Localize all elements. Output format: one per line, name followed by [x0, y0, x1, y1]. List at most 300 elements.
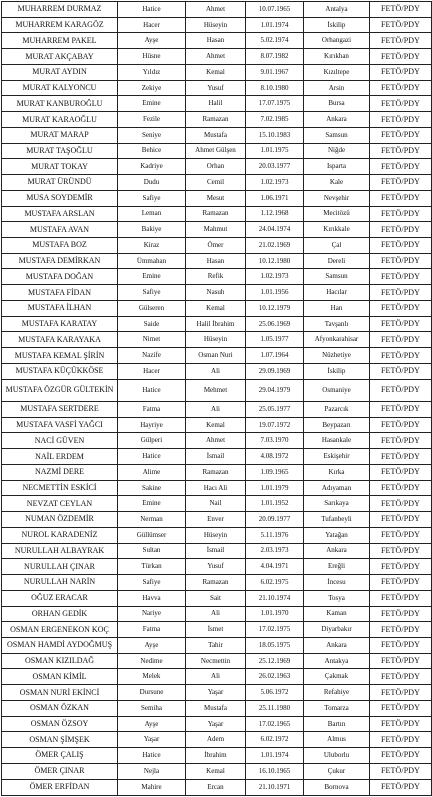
- birth-date-cell: 1.06.1971: [246, 190, 304, 206]
- father-name-cell: İbrahim: [186, 748, 246, 764]
- mother-name-cell: Nejla: [118, 763, 186, 779]
- mother-name-cell: Kadriye: [118, 159, 186, 175]
- father-name-cell: Cemil: [186, 175, 246, 191]
- mother-name-cell: Gülperi: [118, 433, 186, 449]
- organization-cell: FETÖ/PDY: [370, 33, 432, 49]
- table-row: [2, 527, 432, 543]
- person-name-cell: NEVZAT CEYLAN: [2, 496, 118, 512]
- person-name-cell: MURAT TAŞOĞLU: [2, 143, 118, 159]
- birth-date-cell: 25.05.1977: [246, 401, 304, 417]
- table-row: [2, 80, 432, 96]
- father-name-cell: Hacı Ali: [186, 480, 246, 496]
- birth-date-cell: 4.08.1972: [246, 449, 304, 465]
- organization-cell: FETÖ/PDY: [370, 433, 432, 449]
- father-name-cell: Halil: [186, 96, 246, 112]
- birth-place-cell: Samsun: [304, 269, 370, 285]
- mother-name-cell: Dursune: [118, 685, 186, 701]
- table-row: [2, 779, 432, 795]
- organization-cell: FETÖ/PDY: [370, 653, 432, 669]
- mother-name-cell: Hacer: [118, 17, 186, 33]
- birth-place-cell: Çal: [304, 238, 370, 254]
- birth-date-cell: 17.02.1965: [246, 716, 304, 732]
- birth-date-cell: 1.01.1974: [246, 17, 304, 33]
- father-name-cell: Halil İbrahim: [186, 316, 246, 332]
- mother-name-cell: Ümmahan: [118, 253, 186, 269]
- birth-place-cell: Bornova: [304, 779, 370, 795]
- organization-cell: FETÖ/PDY: [370, 669, 432, 685]
- organization-cell: FETÖ/PDY: [370, 159, 432, 175]
- organization-cell: FETÖ/PDY: [370, 112, 432, 128]
- person-name-cell: NURULLAH NARİN: [2, 575, 118, 591]
- mother-name-cell: Yaşar: [118, 732, 186, 748]
- table-row: [2, 348, 432, 364]
- table-row: [2, 64, 432, 80]
- person-name-cell: MUSTAFA KEMAL ŞİRİN: [2, 348, 118, 364]
- father-name-cell: Hüseyin: [186, 332, 246, 348]
- mother-name-cell: Leman: [118, 206, 186, 222]
- father-name-cell: Ali: [186, 401, 246, 417]
- father-name-cell: Ali: [186, 606, 246, 622]
- birth-date-cell: 20.03.1977: [246, 159, 304, 175]
- father-name-cell: Sait: [186, 590, 246, 606]
- table-row: [2, 700, 432, 716]
- organization-cell: FETÖ/PDY: [370, 496, 432, 512]
- mother-name-cell: Fatma: [118, 401, 186, 417]
- birth-place-cell: Arsin: [304, 80, 370, 96]
- father-name-cell: Hüseyin: [186, 527, 246, 543]
- mother-name-cell: Zekiye: [118, 80, 186, 96]
- person-name-cell: OSMAN NURİ EKİNCİ: [2, 685, 118, 701]
- father-name-cell: Ömer: [186, 238, 246, 254]
- table-row: [2, 159, 432, 175]
- birth-date-cell: 1.01.1956: [246, 285, 304, 301]
- person-name-cell: MUHARREM PAKEL: [2, 33, 118, 49]
- mother-name-cell: Ayşe: [118, 716, 186, 732]
- table-row: [2, 480, 432, 496]
- table-row: [2, 464, 432, 480]
- person-name-cell: ÖMER ÇINAR: [2, 763, 118, 779]
- table-row: [2, 606, 432, 622]
- birth-date-cell: 1.01.1970: [246, 606, 304, 622]
- organization-cell: FETÖ/PDY: [370, 332, 432, 348]
- organization-cell: FETÖ/PDY: [370, 606, 432, 622]
- mother-name-cell: Güllümser: [118, 527, 186, 543]
- person-name-cell: MUSTAFA AVAN: [2, 222, 118, 238]
- father-name-cell: Necmettin: [186, 653, 246, 669]
- father-name-cell: Hüseyin: [186, 17, 246, 33]
- table-row: [2, 269, 432, 285]
- mother-name-cell: Hatice: [118, 748, 186, 764]
- mother-name-cell: Sakine: [118, 480, 186, 496]
- birth-place-cell: Kırıkkale: [304, 222, 370, 238]
- table-row: [2, 127, 432, 143]
- birth-place-cell: Çukur: [304, 763, 370, 779]
- birth-place-cell: Kırıkhan: [304, 49, 370, 65]
- person-name-cell: MUSTAFA BOZ: [2, 238, 118, 254]
- organization-cell: FETÖ/PDY: [370, 732, 432, 748]
- mother-name-cell: Fatma: [118, 622, 186, 638]
- father-name-cell: Ahmet: [186, 2, 246, 18]
- birth-place-cell: Bursa: [304, 96, 370, 112]
- table-body: [2, 2, 432, 796]
- father-name-cell: Yusuf: [186, 80, 246, 96]
- birth-place-cell: Uluborlu: [304, 748, 370, 764]
- organization-cell: FETÖ/PDY: [370, 401, 432, 417]
- person-name-cell: NECMETTİN ESKİCİ: [2, 480, 118, 496]
- father-name-cell: Kemal: [186, 417, 246, 433]
- mother-name-cell: Kiraz: [118, 238, 186, 254]
- organization-cell: FETÖ/PDY: [370, 175, 432, 191]
- father-name-cell: Yusuf: [186, 559, 246, 575]
- birth-place-cell: İskilip: [304, 363, 370, 379]
- organization-cell: FETÖ/PDY: [370, 748, 432, 764]
- birth-place-cell: Niğde: [304, 143, 370, 159]
- table-row: [2, 363, 432, 379]
- mother-name-cell: Nariye: [118, 606, 186, 622]
- birth-date-cell: 10.12.1980: [246, 253, 304, 269]
- birth-date-cell: 1.12.1968: [246, 206, 304, 222]
- birth-place-cell: Eskişehir: [304, 449, 370, 465]
- birth-date-cell: 6.02.1972: [246, 732, 304, 748]
- birth-place-cell: Ankara: [304, 112, 370, 128]
- organization-cell: FETÖ/PDY: [370, 127, 432, 143]
- person-name-cell: MUSTAFA KÜÇÜKKÖSE: [2, 363, 118, 379]
- birth-date-cell: 21.02.1969: [246, 238, 304, 254]
- birth-place-cell: Nüzhetiye: [304, 348, 370, 364]
- person-name-cell: NUMAN ÖZDEMİR: [2, 512, 118, 528]
- birth-place-cell: Bartın: [304, 716, 370, 732]
- birth-date-cell: 1.05.1977: [246, 332, 304, 348]
- father-name-cell: Ahmet: [186, 433, 246, 449]
- person-name-cell: MUSA SOYDEMİR: [2, 190, 118, 206]
- mother-name-cell: Sultan: [118, 543, 186, 559]
- mother-name-cell: Seniye: [118, 127, 186, 143]
- mother-name-cell: Emine: [118, 496, 186, 512]
- birth-place-cell: Yatağan: [304, 527, 370, 543]
- birth-place-cell: Tavşanlı: [304, 316, 370, 332]
- birth-date-cell: 1.02.1973: [246, 269, 304, 285]
- birth-date-cell: 7.02.1985: [246, 112, 304, 128]
- organization-cell: FETÖ/PDY: [370, 575, 432, 591]
- table-row: [2, 417, 432, 433]
- birth-place-cell: Orhangazi: [304, 33, 370, 49]
- table-row: [2, 732, 432, 748]
- organization-cell: FETÖ/PDY: [370, 449, 432, 465]
- birth-date-cell: 25.11.1980: [246, 700, 304, 716]
- person-name-cell: MUSTAFA KARATAY: [2, 316, 118, 332]
- birth-date-cell: 2.03.1973: [246, 543, 304, 559]
- organization-cell: FETÖ/PDY: [370, 543, 432, 559]
- father-name-cell: Ahmet: [186, 49, 246, 65]
- table-row: [2, 543, 432, 559]
- mother-name-cell: Emine: [118, 269, 186, 285]
- birth-date-cell: 7.03.1970: [246, 433, 304, 449]
- mother-name-cell: Fezile: [118, 112, 186, 128]
- organization-cell: FETÖ/PDY: [370, 685, 432, 701]
- person-name-cell: NACİ GÜVEN: [2, 433, 118, 449]
- table-row: [2, 33, 432, 49]
- birth-date-cell: 21.10.1971: [246, 779, 304, 795]
- organization-cell: FETÖ/PDY: [370, 559, 432, 575]
- table-row: [2, 206, 432, 222]
- birth-place-cell: Antakya: [304, 653, 370, 669]
- mother-name-cell: Hatice: [118, 449, 186, 465]
- table-row: [2, 637, 432, 653]
- organization-cell: FETÖ/PDY: [370, 49, 432, 65]
- organization-cell: FETÖ/PDY: [370, 512, 432, 528]
- table-row: [2, 143, 432, 159]
- mother-name-cell: Saide: [118, 316, 186, 332]
- birth-date-cell: 8.07.1982: [246, 49, 304, 65]
- table-row: [2, 222, 432, 238]
- birth-place-cell: Hacılar: [304, 285, 370, 301]
- mother-name-cell: Behice: [118, 143, 186, 159]
- table-row: [2, 112, 432, 128]
- mother-name-cell: Semiha: [118, 700, 186, 716]
- table-row: [2, 763, 432, 779]
- mother-name-cell: Nerman: [118, 512, 186, 528]
- birth-place-cell: Tufanbeyli: [304, 512, 370, 528]
- birth-date-cell: 29.09.1969: [246, 363, 304, 379]
- birth-date-cell: 10.12.1979: [246, 300, 304, 316]
- father-name-cell: Yaşar: [186, 685, 246, 701]
- father-name-cell: Hasan: [186, 33, 246, 49]
- table-row: [2, 449, 432, 465]
- organization-cell: FETÖ/PDY: [370, 17, 432, 33]
- person-name-cell: MUHARREM DURMAZ: [2, 2, 118, 18]
- father-name-cell: Kemal: [186, 763, 246, 779]
- table-row: [2, 332, 432, 348]
- birth-date-cell: 19.07.1972: [246, 417, 304, 433]
- person-name-cell: MURAT KALYONCU: [2, 80, 118, 96]
- mother-name-cell: Safiye: [118, 190, 186, 206]
- table-row: [2, 285, 432, 301]
- birth-place-cell: Antalya: [304, 2, 370, 18]
- person-name-cell: OĞUZ ERACAR: [2, 590, 118, 606]
- person-name-cell: OSMAN ŞİMŞEK: [2, 732, 118, 748]
- organization-cell: FETÖ/PDY: [370, 222, 432, 238]
- organization-cell: FETÖ/PDY: [370, 190, 432, 206]
- birth-place-cell: Kırka: [304, 464, 370, 480]
- father-name-cell: Mustafa: [186, 700, 246, 716]
- person-name-cell: MURAT ÜRÜNDÜ: [2, 175, 118, 191]
- birth-date-cell: 25.12.1969: [246, 653, 304, 669]
- birth-date-cell: 5.06.1972: [246, 685, 304, 701]
- father-name-cell: Hasan: [186, 253, 246, 269]
- organization-cell: FETÖ/PDY: [370, 379, 432, 401]
- father-name-cell: Tahir: [186, 637, 246, 653]
- mother-name-cell: Hayriye: [118, 417, 186, 433]
- table-row: [2, 575, 432, 591]
- father-name-cell: Adem: [186, 732, 246, 748]
- birth-date-cell: 26.02.1963: [246, 669, 304, 685]
- birth-date-cell: 1.09.1965: [246, 464, 304, 480]
- table-row: [2, 2, 432, 18]
- person-name-cell: MURAT KARAOĞLU: [2, 112, 118, 128]
- table-row: [2, 17, 432, 33]
- birth-place-cell: Çakmak: [304, 669, 370, 685]
- person-name-cell: OSMAN ERGENEKON KOÇ: [2, 622, 118, 638]
- birth-place-cell: Tosya: [304, 590, 370, 606]
- birth-date-cell: 5.11.1976: [246, 527, 304, 543]
- person-name-cell: MURAT AKÇABAY: [2, 49, 118, 65]
- person-name-cell: NAİL ERDEM: [2, 449, 118, 465]
- mother-name-cell: Hatice: [118, 2, 186, 18]
- person-name-cell: ORHAN GEDİK: [2, 606, 118, 622]
- mother-name-cell: Safiye: [118, 575, 186, 591]
- table-row: [2, 685, 432, 701]
- birth-place-cell: Hasankale: [304, 433, 370, 449]
- mother-name-cell: Alime: [118, 464, 186, 480]
- mother-name-cell: Mahire: [118, 779, 186, 795]
- birth-place-cell: Kızıltepe: [304, 64, 370, 80]
- birth-place-cell: Mecitözü: [304, 206, 370, 222]
- table-row: [2, 300, 432, 316]
- organization-cell: FETÖ/PDY: [370, 779, 432, 795]
- table-row: [2, 190, 432, 206]
- table-row: [2, 175, 432, 191]
- father-name-cell: Kemal: [186, 300, 246, 316]
- organization-cell: FETÖ/PDY: [370, 143, 432, 159]
- birth-date-cell: 1.02.1973: [246, 175, 304, 191]
- table-row: [2, 590, 432, 606]
- birth-place-cell: Beypazarı: [304, 417, 370, 433]
- birth-date-cell: 17.07.1975: [246, 96, 304, 112]
- organization-cell: FETÖ/PDY: [370, 300, 432, 316]
- table-row: [2, 96, 432, 112]
- mother-name-cell: Safiye: [118, 285, 186, 301]
- organization-cell: FETÖ/PDY: [370, 363, 432, 379]
- birth-date-cell: 1.01.1974: [246, 748, 304, 764]
- organization-cell: FETÖ/PDY: [370, 590, 432, 606]
- person-name-cell: MUHARREM KARAGÖZ: [2, 17, 118, 33]
- table-row: [2, 316, 432, 332]
- father-name-cell: Ali: [186, 363, 246, 379]
- birth-place-cell: Kale: [304, 175, 370, 191]
- organization-cell: FETÖ/PDY: [370, 716, 432, 732]
- father-name-cell: Yaşar: [186, 716, 246, 732]
- father-name-cell: İsmail: [186, 449, 246, 465]
- birth-date-cell: 16.10.1965: [246, 763, 304, 779]
- mother-name-cell: Hatice: [118, 379, 186, 401]
- birth-place-cell: Adıyaman: [304, 480, 370, 496]
- organization-cell: FETÖ/PDY: [370, 417, 432, 433]
- organization-cell: FETÖ/PDY: [370, 2, 432, 18]
- birth-place-cell: Sarıkaya: [304, 496, 370, 512]
- person-name-cell: NUROL KARADENİZ: [2, 527, 118, 543]
- person-name-cell: ÖMER ERFİDAN: [2, 779, 118, 795]
- person-name-cell: MURAT AYDIN: [2, 64, 118, 80]
- organization-cell: FETÖ/PDY: [370, 64, 432, 80]
- organization-cell: FETÖ/PDY: [370, 96, 432, 112]
- birth-date-cell: 15.10.1983: [246, 127, 304, 143]
- person-name-cell: OSMAN HAMDİ AYDOĞMUŞ: [2, 637, 118, 653]
- birth-place-cell: Diyarbakır: [304, 622, 370, 638]
- birth-place-cell: Dereli: [304, 253, 370, 269]
- mother-name-cell: Nazife: [118, 348, 186, 364]
- organization-cell: FETÖ/PDY: [370, 622, 432, 638]
- birth-place-cell: Nevşehir: [304, 190, 370, 206]
- organization-cell: FETÖ/PDY: [370, 285, 432, 301]
- father-name-cell: Orhan: [186, 159, 246, 175]
- person-name-cell: MURAT TOKAY: [2, 159, 118, 175]
- birth-place-cell: Refahiye: [304, 685, 370, 701]
- organization-cell: FETÖ/PDY: [370, 637, 432, 653]
- father-name-cell: Ramazan: [186, 206, 246, 222]
- birth-date-cell: 24.04.1974: [246, 222, 304, 238]
- father-name-cell: Mehmet: [186, 379, 246, 401]
- birth-date-cell: 17.02.1975: [246, 622, 304, 638]
- mother-name-cell: Bakiye: [118, 222, 186, 238]
- person-name-cell: MUSTAFA SERTDERE: [2, 401, 118, 417]
- mother-name-cell: Hacer: [118, 363, 186, 379]
- birth-date-cell: 29.04.1979: [246, 379, 304, 401]
- mother-name-cell: Nedime: [118, 653, 186, 669]
- birth-place-cell: Tomarza: [304, 700, 370, 716]
- father-name-cell: Ercan: [186, 779, 246, 795]
- birth-date-cell: 18.05.1975: [246, 637, 304, 653]
- mother-name-cell: Ayşe: [118, 33, 186, 49]
- father-name-cell: Ali: [186, 669, 246, 685]
- person-name-cell: OSMAN ÖZSOY: [2, 716, 118, 732]
- organization-cell: FETÖ/PDY: [370, 80, 432, 96]
- birth-date-cell: 5.02.1974: [246, 33, 304, 49]
- father-name-cell: Ramazan: [186, 575, 246, 591]
- organization-cell: FETÖ/PDY: [370, 763, 432, 779]
- birth-date-cell: 20.09.1977: [246, 512, 304, 528]
- birth-date-cell: 1.01.1952: [246, 496, 304, 512]
- organization-cell: FETÖ/PDY: [370, 464, 432, 480]
- birth-place-cell: Ankara: [304, 637, 370, 653]
- mother-name-cell: Gülseren: [118, 300, 186, 316]
- person-name-cell: MUSTAFA FİDAN: [2, 285, 118, 301]
- birth-place-cell: Almus: [304, 732, 370, 748]
- mother-name-cell: Yıldız: [118, 64, 186, 80]
- mother-name-cell: Nimet: [118, 332, 186, 348]
- father-name-cell: Ramazan: [186, 112, 246, 128]
- person-name-cell: MUSTAFA ÖZGÜR GÜLTEKİN: [2, 379, 118, 401]
- table-row: [2, 379, 432, 401]
- birth-date-cell: 25.06.1969: [246, 316, 304, 332]
- person-name-cell: NAZMİ DERE: [2, 464, 118, 480]
- person-name-cell: OSMAN ÖZKAN: [2, 700, 118, 716]
- table-row: [2, 622, 432, 638]
- table-row: [2, 401, 432, 417]
- birth-date-cell: 21.10.1974: [246, 590, 304, 606]
- person-name-cell: OSMAN KİMİL: [2, 669, 118, 685]
- birth-place-cell: Ankara: [304, 543, 370, 559]
- mother-name-cell: Hüsne: [118, 49, 186, 65]
- birth-place-cell: Osmaniye: [304, 379, 370, 401]
- father-name-cell: Ahmet Gülşen: [186, 143, 246, 159]
- mother-name-cell: Emine: [118, 96, 186, 112]
- birth-date-cell: 1.01.1979: [246, 480, 304, 496]
- person-name-cell: MUSTAFA İLHAN: [2, 300, 118, 316]
- organization-cell: FETÖ/PDY: [370, 253, 432, 269]
- table-row: [2, 748, 432, 764]
- birth-place-cell: Samsun: [304, 127, 370, 143]
- person-name-cell: NURULLAH ALBAYRAK: [2, 543, 118, 559]
- table-row: [2, 716, 432, 732]
- organization-cell: FETÖ/PDY: [370, 527, 432, 543]
- table-row: [2, 49, 432, 65]
- person-name-cell: NURULLAH ÇINAR: [2, 559, 118, 575]
- table-row: [2, 433, 432, 449]
- table-row: [2, 238, 432, 254]
- father-name-cell: Mustafa: [186, 127, 246, 143]
- birth-date-cell: 6.02.1975: [246, 575, 304, 591]
- mother-name-cell: Türkan: [118, 559, 186, 575]
